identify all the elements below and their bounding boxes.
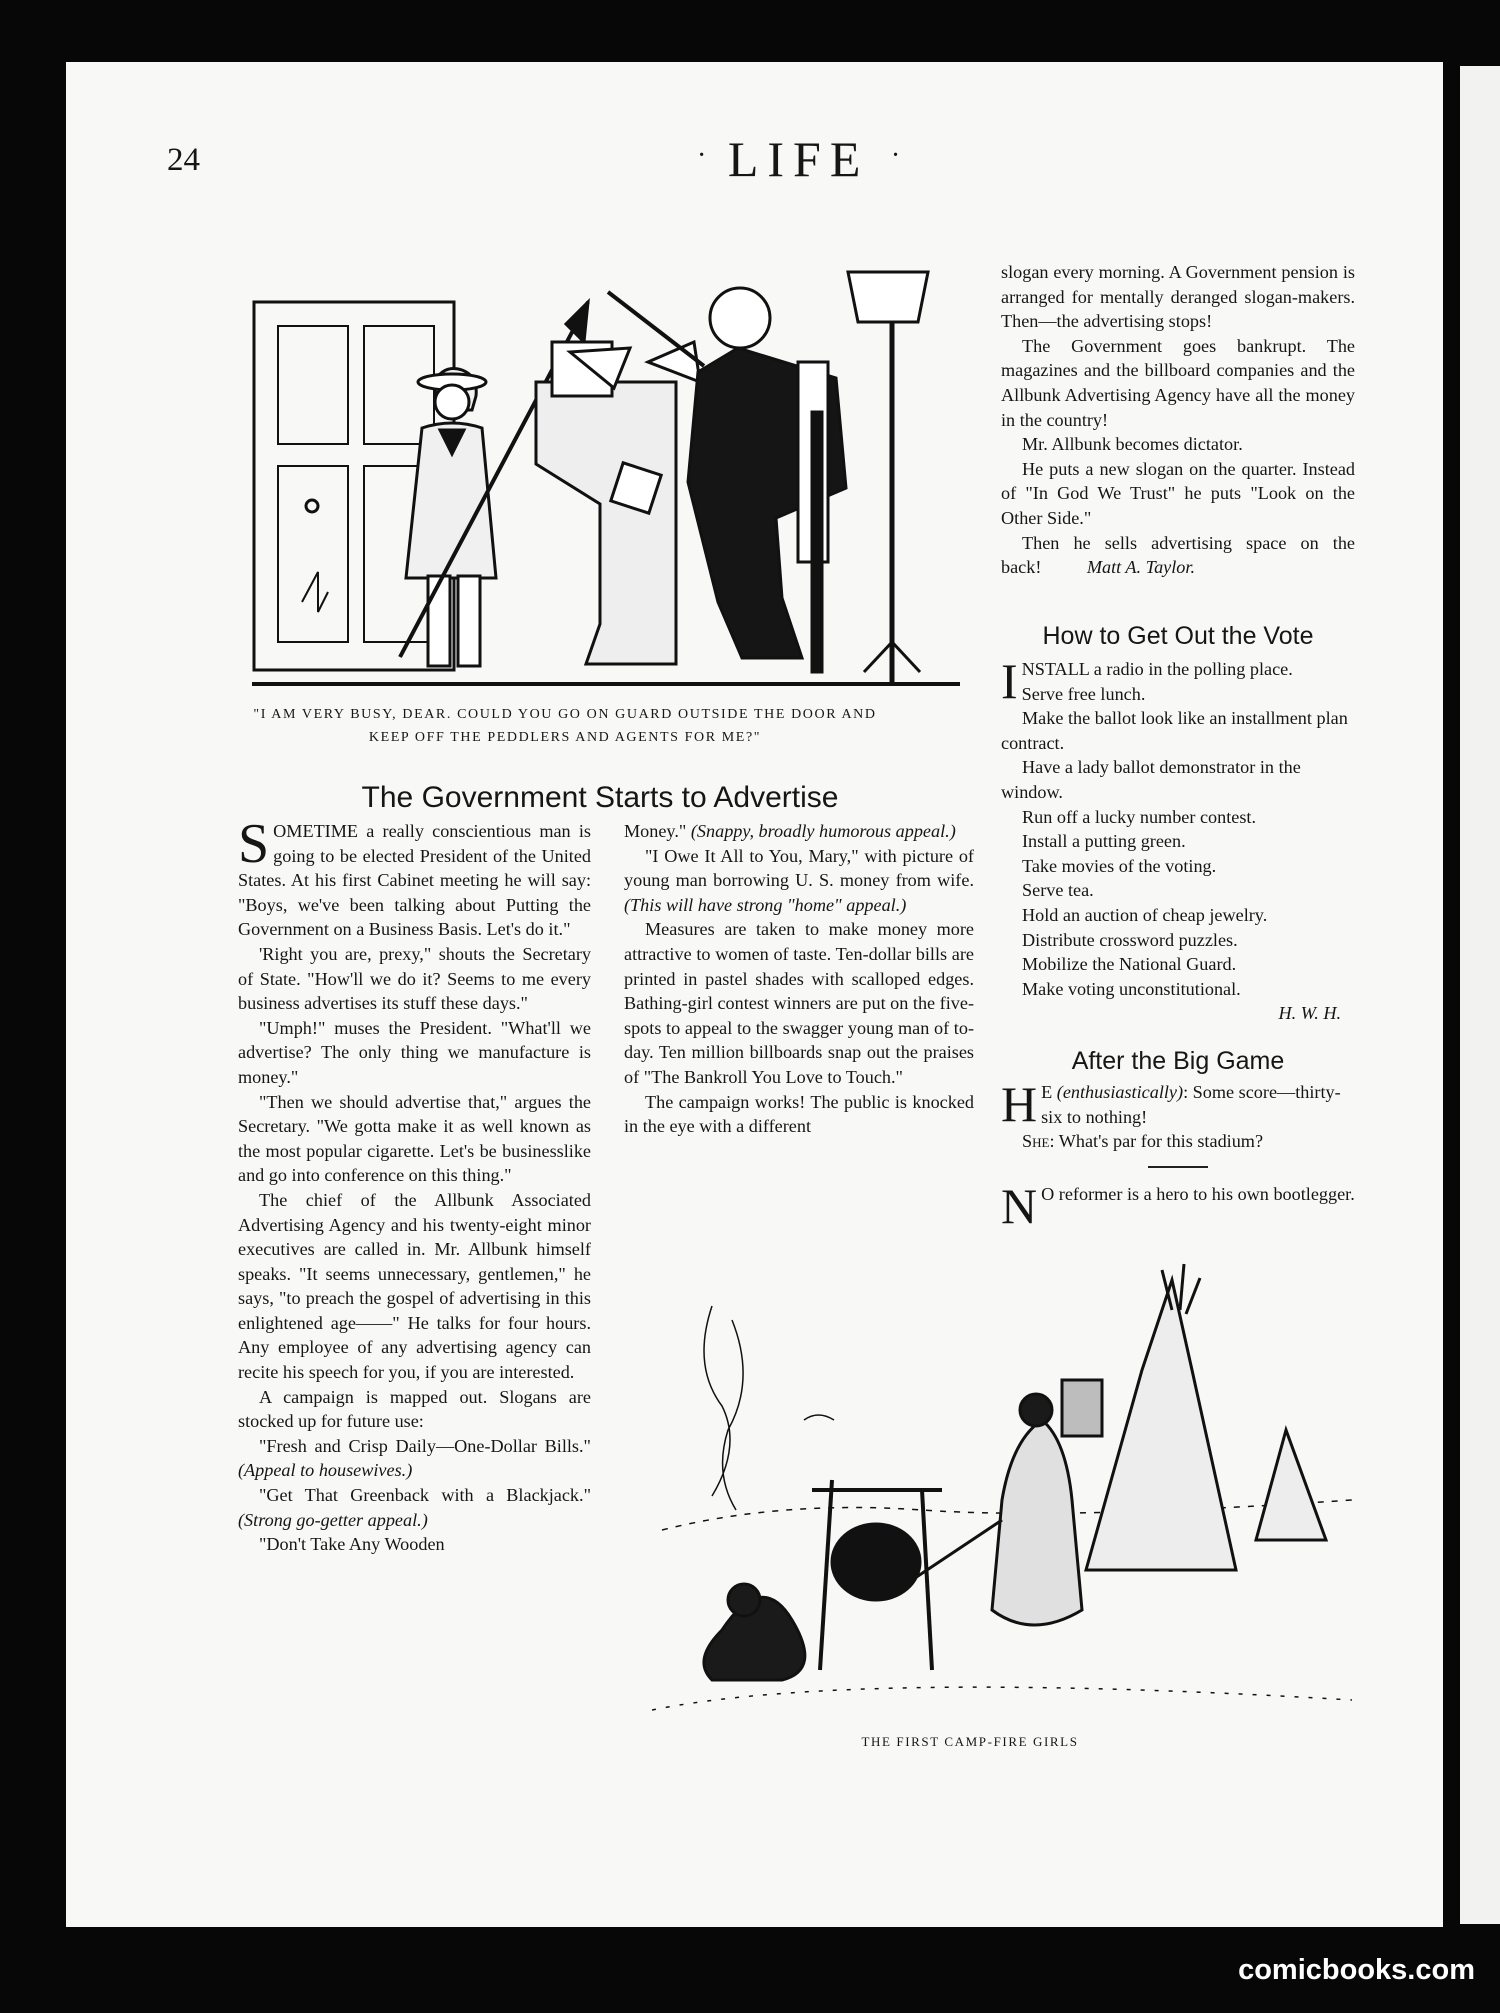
vote-tip-3: Make the ballot look like an installment plan contract. <box>1001 708 1348 753</box>
top-cartoon-illustration <box>252 252 960 692</box>
vote-tip-1 <box>1001 653 1361 709</box>
vote-tip-6: Install a putting green. <box>1022 831 1186 852</box>
bootlegger-filler <box>1001 1178 1361 1234</box>
author-byline: Matt A. Taylor. <box>1086 557 1195 578</box>
government-article-paragraph-1 <box>238 813 591 942</box>
vote-tip-9: Hold an auction of cheap jewelry. <box>1022 904 1268 925</box>
paragraph-text: Then he sells advertising space on the back! <box>1001 532 1355 578</box>
joke-text: : What's par for this stadium? <box>1049 1131 1264 1152</box>
vote-tip-text: NSTALL a radio in the polling place. <box>1021 659 1293 679</box>
government-article-headline: The Government Starts to Advertise <box>361 781 839 814</box>
adjacent-page-edge <box>1460 66 1500 1924</box>
joke-text: : Some score—thirty-six to nothing! <box>1041 1082 1341 1127</box>
government-article-paragraph-13 <box>1001 531 1355 580</box>
magazine-title: LIFE <box>727 131 870 187</box>
joke-text: E <box>1041 1082 1053 1102</box>
vote-article-signature: H. W. H. <box>1278 1003 1341 1024</box>
slogan-text: Money." <box>624 821 687 841</box>
government-article-paragraph-2: 'Right you are, prexy," shouts the Secretary of State. "How'll we do it? Seems to me every business advertises its stuff these days." <box>238 943 591 1014</box>
vote-tip-8: Serve tea. <box>1022 880 1094 901</box>
bootlegger-line <box>1001 1178 1361 1234</box>
slogan-3-start: "Don't Take Any Wooden <box>259 1534 445 1555</box>
government-article-paragraph-3: "Umph!" muses the President. "What'll we advertise? The only thing we manufacture is money." <box>238 1017 591 1087</box>
government-article-paragraph-5: The chief of the Allbunk Associated Advertising Agency and his twenty-eight minor executives are called in. Mr. Allbunk himself speaks. "It seems unnecessary, gentlemen," he says, "to preach the gospel of advertising in this enlightened age——" He talks for four hours. Any employee of any advertising agency can recite his speech for you, if you are interested. <box>238 1189 591 1383</box>
slogan-text: "I Owe It All to You, Mary," with picture of young man borrowing U. S. money from wife. <box>624 845 974 891</box>
slogan-3-end <box>624 819 974 844</box>
vote-tip-4: Have a lady ballot demonstrator in the window. <box>1001 757 1301 802</box>
camp-fire-cartoon-illustration <box>652 1250 1352 1720</box>
paragraph-text: OMETIME a really conscientious man is going to be elected President of the United States. At his first Cabinet meeting he will say: "Boys, we've been talking about Putting the Government on a Business Basis. Let's do it." <box>238 821 591 940</box>
page-number: 24 <box>167 142 200 178</box>
slogan-note: (Appeal to housewives.) <box>238 1460 413 1481</box>
top-cartoon-caption-line2: KEEP OFF THE PEDDLERS AND AGENTS FOR ME?" <box>368 730 762 745</box>
big-game-line-1 <box>1001 1076 1361 1132</box>
masthead-ornament-left: · <box>697 140 707 171</box>
vote-tip-11: Mobilize the National Guard. <box>1022 954 1237 975</box>
vote-tip-text: Serve free lunch. <box>1021 683 1146 704</box>
government-article-column-3 <box>1001 260 1355 580</box>
government-article-paragraph-6: A campaign is mapped out. Slogans are stocked up for future use: <box>238 1386 591 1432</box>
big-game-drop-cap: H <box>1001 1076 1038 1132</box>
government-article-paragraph-8: The campaign works! The public is knocked in the eye with a different <box>624 1091 974 1137</box>
government-article-column-2 <box>624 819 974 1139</box>
filler-drop-cap: N <box>1001 1178 1038 1234</box>
government-article-paragraph-9: slogan every morning. A Government pension is arranged for mentally deranged slogan-makers. Then—the advertising stops! <box>1001 262 1355 332</box>
government-article-drop-cap: S <box>238 813 270 875</box>
slogan-note: (This will have strong "home" appeal.) <box>624 894 907 915</box>
section-divider <box>1148 1166 1208 1168</box>
slogan-text: "Get That Greenback with a Blackjack." <box>259 1485 591 1506</box>
vote-article-headline: How to Get Out the Vote <box>1042 622 1314 650</box>
big-game-headline: After the Big Game <box>1071 1047 1285 1075</box>
vote-tip-5: Run off a lucky number contest. <box>1022 806 1257 827</box>
filler-text: O reformer is a hero to his own bootlegger. <box>1041 1184 1355 1204</box>
government-article-paragraph-4: "Then we should advertise that," argues the Secretary. "We gotta make it as well known as the most popular cigarette. Let's be businesslike and go into conference on this thing." <box>238 1091 591 1186</box>
government-article-paragraph-10: The Government goes bankrupt. The magazines and the billboard companies and the Allbunk Advertising Agency have all the money in the country! <box>1001 335 1355 430</box>
vote-article-drop-cap: I <box>1001 653 1018 709</box>
vote-tip-12: Make voting unconstitutional. <box>1022 978 1241 999</box>
masthead <box>697 130 900 188</box>
vote-tip-7: Take movies of the voting. <box>1022 855 1217 876</box>
top-cartoon-caption-line1: "I AM VERY BUSY, DEAR. COULD YOU GO ON GUARD OUTSIDE THE DOOR AND <box>253 707 877 722</box>
joke-stage-direction: (enthusiastically) <box>1056 1082 1184 1102</box>
joke-speaker: She <box>1022 1131 1050 1152</box>
government-article-paragraph-7: Measures are taken to make money more attractive to women of taste. Ten-dollar bills are printed in pastel shades with scalloped edges. Bathing-girl contest winners are put on the five-spots to appeal to the swagger young man of to-day. Ten million billboards snap out the praises of "The Bankroll You Love to Touch." <box>624 919 975 1087</box>
site-watermark: comicbooks.com <box>1238 1954 1475 1986</box>
slogan-text: "Fresh and Crisp Daily—One-Dollar Bills." <box>259 1435 591 1456</box>
top-cartoon-caption <box>170 703 960 749</box>
slogan-4 <box>624 844 974 918</box>
government-article-column-1 <box>238 813 591 1557</box>
slogan-1 <box>238 1434 591 1483</box>
slogan-note: (Snappy, broadly humorous appeal.) <box>690 821 956 841</box>
government-article-paragraph-11: Mr. Allbunk becomes dictator. <box>1022 434 1243 455</box>
government-article-paragraph-12: He puts a new slogan on the quarter. Instead of "In God We Trust" he puts "Look on the Other Side." <box>1001 458 1355 528</box>
vote-tip-10: Distribute crossword puzzles. <box>1022 929 1238 950</box>
masthead-ornament-right: · <box>890 140 901 171</box>
big-game-joke <box>1001 1076 1361 1154</box>
big-game-line-2 <box>1001 1129 1361 1154</box>
camp-fire-caption: THE FIRST CAMP-FIRE GIRLS <box>861 1734 1079 1749</box>
vote-article-body <box>1001 653 1361 1026</box>
slogan-note: (Strong go-getter appeal.) <box>238 1509 428 1530</box>
slogan-2 <box>238 1483 591 1532</box>
